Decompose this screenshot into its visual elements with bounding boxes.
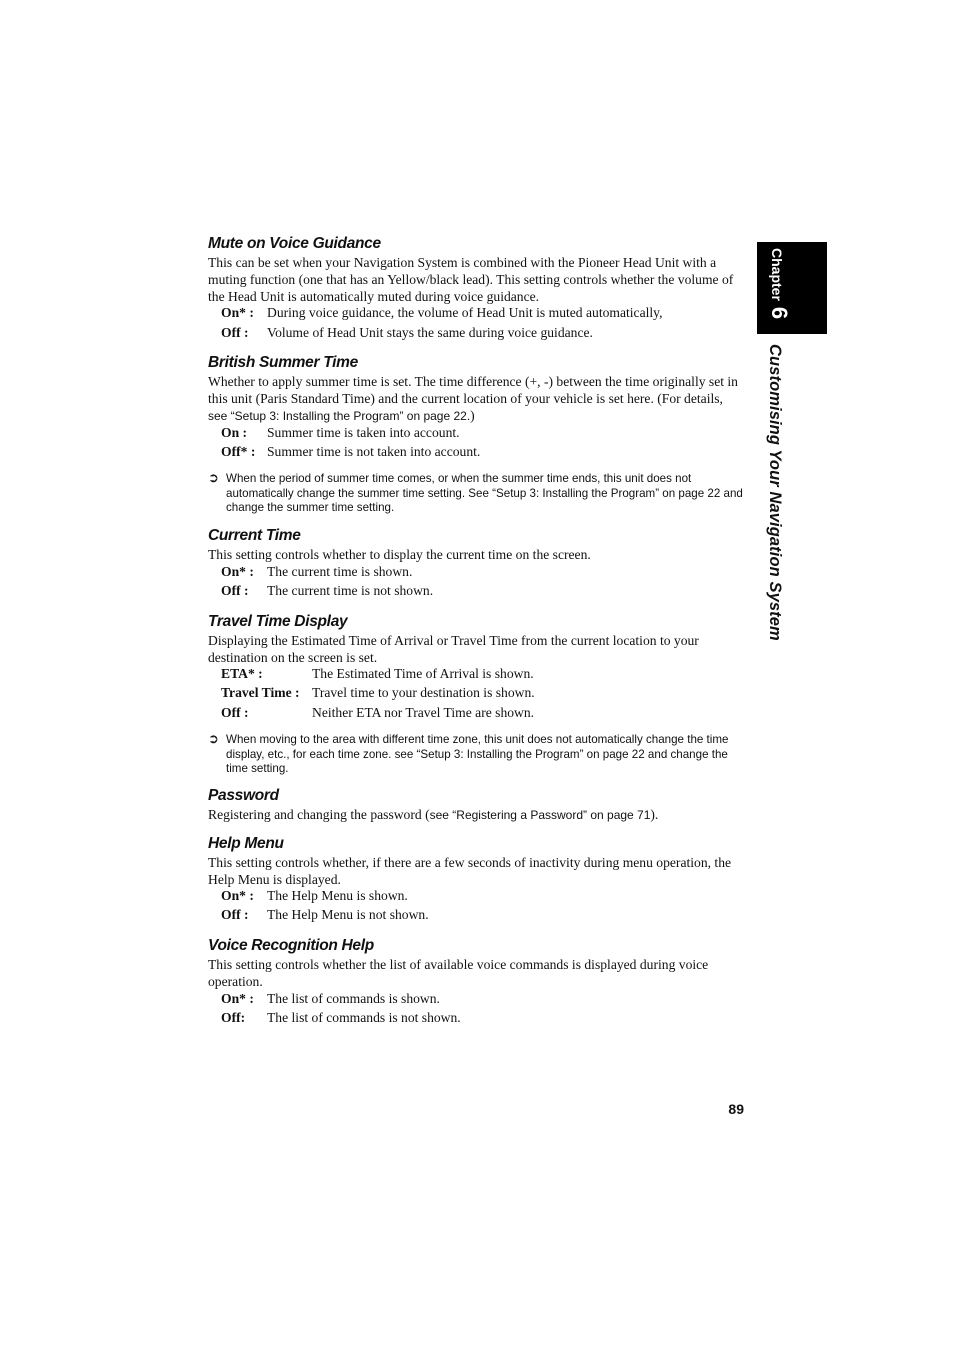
option-row: [221, 583, 433, 599]
option-row: [221, 907, 429, 923]
help-body: This setting controls whether, if there are a few seconds of inactivity during menu operation, the Help Menu is displayed.: [208, 855, 732, 887]
option-key: On :: [221, 425, 248, 440]
chapter-title: Customising Your Navigation System: [766, 344, 784, 641]
option-key: Off:: [221, 1010, 246, 1025]
option-text: During voice guidance, the volume of Head Unit is muted automatically,: [267, 305, 663, 320]
chapter-number: 6: [767, 306, 792, 320]
note-ref-link[interactable]: See “Setup 3: Installing the Program” on page 22: [468, 486, 721, 500]
option-key: ETA* :: [221, 666, 263, 681]
travel-note: [208, 733, 748, 777]
current-body: This setting controls whether to display the current time on the screen.: [208, 547, 591, 562]
paren: ): [470, 408, 475, 423]
heading-password: Password: [208, 787, 279, 804]
option-row: [221, 305, 663, 321]
heading-help-menu: Help Menu: [208, 835, 284, 852]
note-text: and change the time setting.: [226, 747, 728, 775]
chapter-label: [766, 248, 792, 319]
password-ref-link[interactable]: see “Registering a Password” on page 71: [429, 808, 651, 822]
arrow-right-icon: ➲: [208, 470, 219, 485]
option-key: Off :: [221, 325, 249, 340]
mute-body: This can be set when your Navigation System is combined with the Pioneer Head Unit with a muting function (one that has an Yellow/black lead). This setting controls whether the volume of the Head Unit is automatically muted during voice guidance.: [208, 255, 734, 304]
option-row: [221, 325, 593, 341]
password-text: Registering and changing the password (: [208, 807, 430, 822]
option-key: On* :: [221, 305, 254, 320]
option-text: The list of commands is not shown.: [267, 1010, 461, 1025]
note-text: When the period of summer time comes, or when the summer time ends, this unit does not automatically change the summer time setting.: [226, 472, 692, 500]
option-row: [221, 888, 408, 904]
option-text: Summer time is taken into account.: [267, 425, 460, 440]
option-row: [221, 666, 534, 682]
option-text: The Help Menu is not shown.: [267, 907, 429, 922]
summer-ref-link[interactable]: see “Setup 3: Installing the Program” on page 22.: [208, 409, 471, 423]
option-row: [221, 444, 480, 460]
option-text: Volume of Head Unit stays the same during voice guidance.: [267, 325, 593, 340]
voice-body: This setting controls whether the list of available voice commands is displayed during voice operation.: [208, 957, 709, 989]
option-key: Off :: [221, 583, 249, 598]
heading-mute: Mute on Voice Guidance: [208, 235, 381, 252]
heading-current-time: Current Time: [208, 527, 301, 544]
heading-voice-help: Voice Recognition Help: [208, 937, 374, 954]
option-text: Summer time is not taken into account.: [267, 444, 481, 459]
option-text: The Help Menu is shown.: [267, 888, 408, 903]
note-text: and change the summer time setting.: [226, 486, 743, 514]
paren: ).: [650, 807, 659, 822]
note-ref-link[interactable]: see “Setup 3: Installing the Program” on page 22: [394, 747, 645, 761]
option-key: Off* :: [221, 444, 256, 459]
arrow-right-icon: ➲: [208, 731, 219, 746]
option-text: The current time is shown.: [267, 564, 413, 579]
note-text: When moving to the area with different time zone, this unit does not automatically change the time display, etc., for each time zone.: [226, 733, 729, 761]
option-key: Off :: [221, 907, 249, 922]
option-row: [221, 705, 534, 721]
option-text: The current time is not shown.: [267, 583, 434, 598]
option-text: The list of commands is shown.: [267, 991, 440, 1006]
option-key: Travel Time :: [221, 685, 300, 700]
option-key: On* :: [221, 564, 254, 579]
heading-travel-time: Travel Time Display: [208, 613, 348, 630]
option-row: [221, 1010, 461, 1026]
option-key: On* :: [221, 888, 254, 903]
summer-body: [208, 373, 744, 425]
option-text: Neither ETA nor Travel Time are shown.: [312, 705, 535, 720]
option-key: Off :: [221, 705, 249, 720]
summer-text: Whether to apply summer time is set. The time difference (+, -) between the time originally set in this unit (Paris Standard Time) and the current location of your vehicle is set here. (For details,: [208, 374, 738, 406]
option-row: [221, 991, 440, 1007]
option-row: [221, 685, 535, 701]
password-body: [208, 806, 744, 824]
summer-note: [208, 472, 748, 516]
chapter-word: Chapter: [769, 248, 785, 301]
travel-body: Displaying the Estimated Time of Arrival or Travel Time from the current location to your destination on the screen is set.: [208, 633, 699, 665]
page-number: 89: [728, 1101, 744, 1117]
heading-summer: British Summer Time: [208, 354, 358, 371]
option-key: On* :: [221, 991, 254, 1006]
option-row: [221, 425, 460, 441]
option-row: [221, 564, 412, 580]
option-text: Travel time to your destination is shown.: [312, 685, 535, 700]
option-text: The Estimated Time of Arrival is shown.: [312, 666, 534, 681]
